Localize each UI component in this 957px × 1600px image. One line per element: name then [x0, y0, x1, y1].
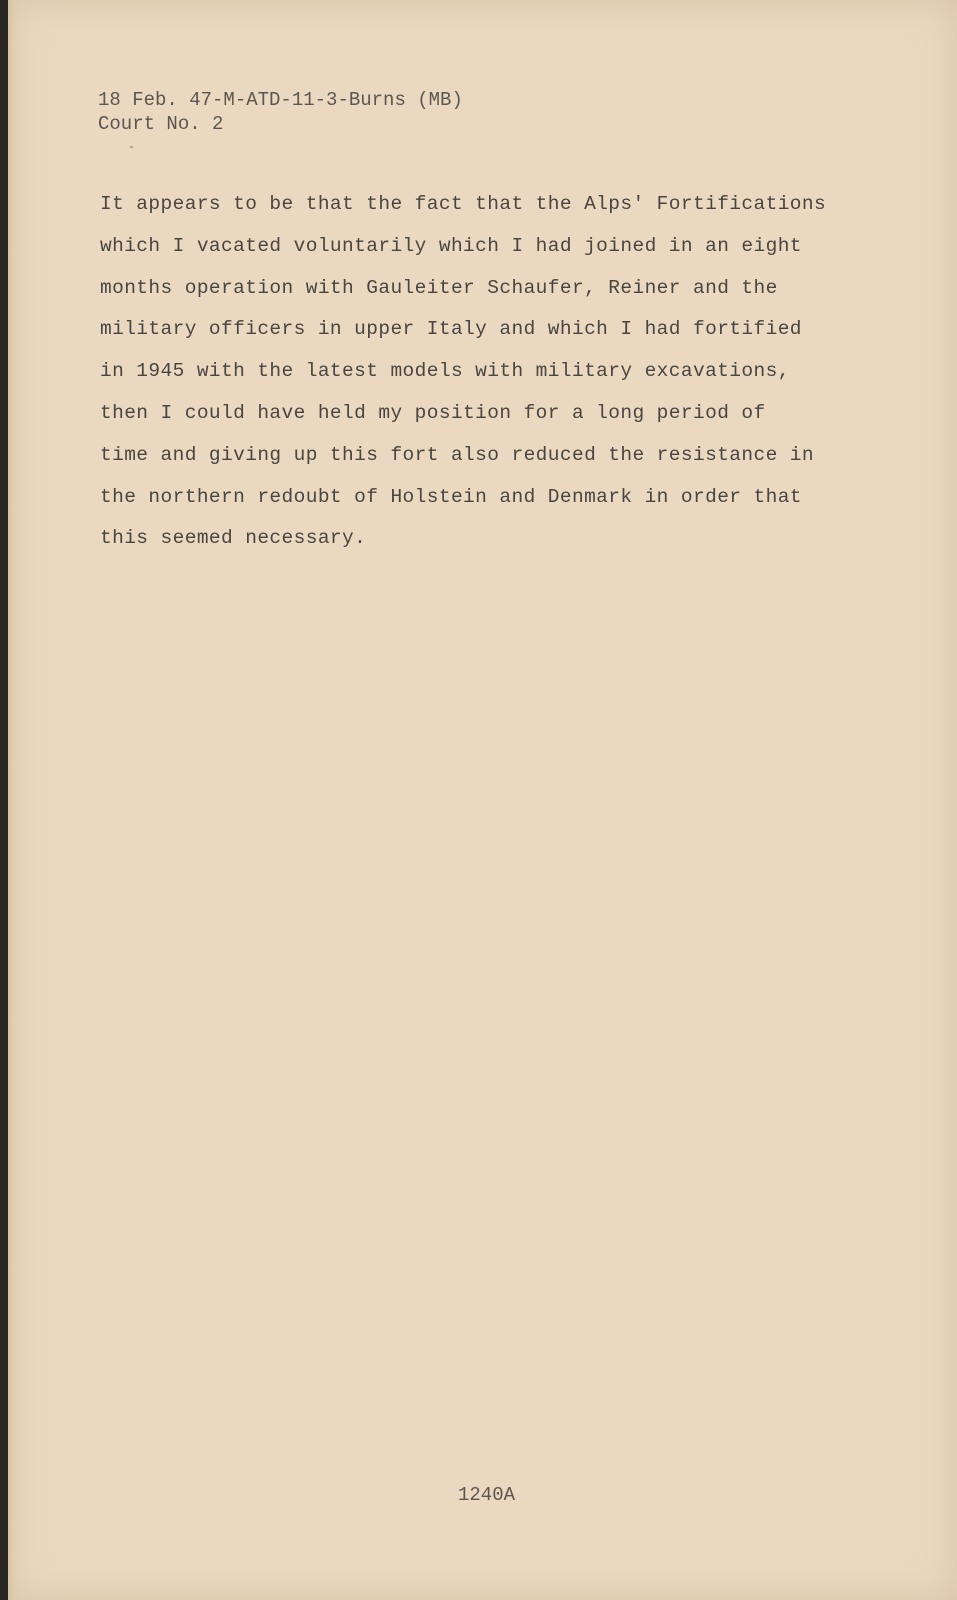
body-line-6: then I could have held my position for a long period of — [100, 401, 766, 424]
body-line-1: It appears to be that the fact that the Alps' Fortifications — [100, 193, 827, 215]
typed-mark: - — [128, 140, 136, 154]
document-header — [98, 88, 463, 136]
body-line-9: this seemed necessary. — [100, 527, 367, 550]
header-court-line: Court No. 2 — [98, 113, 224, 135]
document-page — [8, 0, 957, 1600]
document-body — [100, 184, 860, 560]
body-line-5: in 1945 with the latest models with military excavations, — [100, 360, 790, 383]
header-reference-line: 18 Feb. 47-M-ATD-11-3-Burns (MB) — [98, 89, 463, 111]
body-line-2: which I vacated voluntarily which I had joined in an eight — [100, 234, 802, 257]
body-line-8: the northern redoubt of Holstein and Denmark in order that — [100, 485, 802, 508]
body-line-4: military officers in upper Italy and which I had fortified — [100, 318, 802, 341]
page-number: 1240A — [458, 1484, 516, 1506]
body-line-7: time and giving up this fort also reduced the resistance in — [100, 443, 815, 466]
body-line-3: months operation with Gauleiter Schaufer, Reiner and the — [100, 276, 778, 299]
